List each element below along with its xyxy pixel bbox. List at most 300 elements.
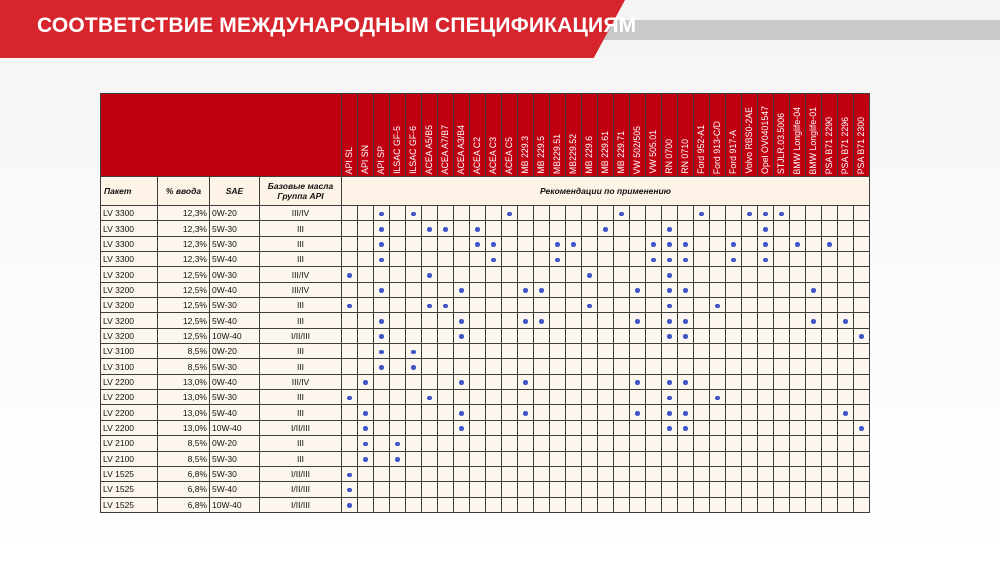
spec-mark-cell (838, 313, 854, 328)
cell-percent: 12,5% (158, 298, 210, 313)
compliance-dot (667, 258, 672, 263)
spec-mark-cell (518, 236, 534, 251)
spec-mark-cell (614, 390, 630, 405)
spec-mark-cell (806, 436, 822, 451)
spec-mark-cell (470, 344, 486, 359)
spec-mark-cell (790, 267, 806, 282)
spec-mark-cell (742, 405, 758, 420)
spec-mark-cell (438, 359, 454, 374)
spec-mark-cell (582, 328, 598, 343)
cell-packet: LV 2100 (101, 436, 158, 451)
spec-mark-cell (470, 420, 486, 435)
spec-mark-cell (726, 420, 742, 435)
spec-header-cell (390, 94, 406, 177)
spec-mark-cell (502, 482, 518, 497)
spec-mark-cell (358, 436, 374, 451)
spec-mark-cell (374, 374, 390, 389)
spec-mark-cell (454, 420, 470, 435)
spec-mark-cell (566, 267, 582, 282)
spec-mark-cell (742, 374, 758, 389)
spec-mark-cell (614, 451, 630, 466)
spec-mark-cell (630, 282, 646, 297)
spec-mark-cell (438, 482, 454, 497)
compliance-dot (843, 319, 848, 324)
spec-mark-cell (374, 420, 390, 435)
compliance-dot (459, 334, 464, 339)
spec-mark-cell (486, 405, 502, 420)
spec-mark-cell (518, 436, 534, 451)
spec-mark-cell (774, 420, 790, 435)
compliance-dot (731, 258, 736, 263)
cell-base-oils: I/II/III (260, 420, 342, 435)
spec-mark-cell (534, 436, 550, 451)
spec-mark-cell (790, 221, 806, 236)
spec-mark-cell (806, 206, 822, 221)
spec-mark-cell (710, 267, 726, 282)
compliance-dot (379, 319, 384, 324)
spec-mark-cell (358, 344, 374, 359)
spec-mark-cell (662, 497, 678, 512)
header-packet: Пакет (101, 177, 158, 206)
spec-mark-cell (742, 482, 758, 497)
spec-mark-cell (662, 451, 678, 466)
spec-mark-cell (390, 313, 406, 328)
spec-name: PSA B71 2290 (824, 116, 834, 174)
compliance-dot (459, 380, 464, 385)
spec-mark-cell (550, 282, 566, 297)
spec-mark-cell (822, 436, 838, 451)
spec-mark-cell (758, 252, 774, 267)
spec-mark-cell (390, 298, 406, 313)
spec-mark-cell (790, 451, 806, 466)
spec-mark-cell (582, 252, 598, 267)
spec-mark-cell (710, 206, 726, 221)
compliance-dot (667, 380, 672, 385)
spec-name: ACEA A3/B4 (456, 124, 466, 174)
spec-header-cell (806, 94, 822, 177)
cell-packet: LV 1525 (101, 466, 158, 481)
spec-mark-cell (534, 221, 550, 236)
spec-mark-cell (566, 313, 582, 328)
compliance-dot (667, 242, 672, 247)
spec-mark-cell (678, 206, 694, 221)
spec-mark-cell (774, 344, 790, 359)
spec-mark-cell (422, 344, 438, 359)
compliance-dot (811, 288, 816, 293)
spec-mark-cell (598, 466, 614, 481)
cell-packet: LV 3200 (101, 328, 158, 343)
spec-mark-cell (838, 282, 854, 297)
spec-mark-cell (422, 206, 438, 221)
spec-mark-cell (678, 482, 694, 497)
spec-mark-cell (662, 236, 678, 251)
table-row (101, 236, 870, 251)
spec-mark-cell (390, 374, 406, 389)
table-row (101, 267, 870, 282)
compliance-dot (411, 365, 416, 370)
page-title: СООТВЕТСТВИЕ МЕЖДУНАРОДНЫМ СПЕЦИФИКАЦИЯМ (37, 14, 637, 37)
compliance-dot (347, 273, 352, 278)
spec-mark-cell (486, 267, 502, 282)
spec-mark-cell (822, 497, 838, 512)
compliance-dot (683, 288, 688, 293)
compliance-dot (363, 411, 368, 416)
spec-mark-cell (790, 482, 806, 497)
spec-mark-cell (406, 282, 422, 297)
spec-mark-cell (390, 451, 406, 466)
spec-mark-cell (774, 405, 790, 420)
spec-mark-cell (630, 436, 646, 451)
spec-mark-cell (454, 374, 470, 389)
spec-mark-cell (790, 298, 806, 313)
cell-percent: 12,5% (158, 313, 210, 328)
spec-header-cell (566, 94, 582, 177)
compliance-dot (523, 411, 528, 416)
compliance-dot (795, 242, 800, 247)
spec-mark-cell (758, 328, 774, 343)
spec-header-cell (486, 94, 502, 177)
compliance-dot (683, 334, 688, 339)
spec-mark-cell (694, 313, 710, 328)
spec-mark-cell (566, 497, 582, 512)
spec-mark-cell (854, 298, 870, 313)
spec-mark-cell (614, 420, 630, 435)
spec-mark-cell (758, 282, 774, 297)
cell-percent: 12,5% (158, 328, 210, 343)
spec-mark-cell (582, 420, 598, 435)
compliance-dot (363, 457, 368, 462)
spec-mark-cell (838, 390, 854, 405)
cell-percent: 12,5% (158, 267, 210, 282)
spec-mark-cell (454, 497, 470, 512)
spec-mark-cell (486, 466, 502, 481)
spec-mark-cell (470, 466, 486, 481)
spec-mark-cell (662, 390, 678, 405)
spec-mark-cell (454, 390, 470, 405)
spec-mark-cell (550, 252, 566, 267)
spec-mark-cell (662, 405, 678, 420)
spec-header-cell (550, 94, 566, 177)
spec-mark-cell (854, 206, 870, 221)
spec-mark-cell (678, 497, 694, 512)
spec-mark-cell (790, 313, 806, 328)
spec-mark-cell (470, 298, 486, 313)
spec-mark-cell (758, 420, 774, 435)
spec-mark-cell (534, 405, 550, 420)
spec-mark-cell (518, 298, 534, 313)
spec-mark-cell (742, 390, 758, 405)
compliance-dot (379, 258, 384, 263)
spec-mark-cell (838, 267, 854, 282)
spec-mark-cell (566, 466, 582, 481)
spec-mark-cell (406, 344, 422, 359)
spec-header-cell (534, 94, 550, 177)
spec-mark-cell (518, 451, 534, 466)
spec-mark-cell (854, 221, 870, 236)
spec-name: MB 229.3 (520, 136, 530, 174)
spec-mark-cell (758, 497, 774, 512)
spec-mark-cell (790, 206, 806, 221)
spec-mark-cell (454, 206, 470, 221)
cell-base-oils: I/II/III (260, 328, 342, 343)
spec-mark-cell (390, 497, 406, 512)
spec-header-cell (374, 94, 390, 177)
spec-mark-cell (694, 267, 710, 282)
spec-mark-cell (630, 236, 646, 251)
cell-packet: LV 2200 (101, 390, 158, 405)
spec-mark-cell (614, 359, 630, 374)
spec-mark-cell (502, 420, 518, 435)
spec-mark-cell (406, 298, 422, 313)
spec-mark-cell (598, 313, 614, 328)
compliance-dot (443, 304, 448, 309)
spec-mark-cell (438, 374, 454, 389)
spec-mark-cell (646, 252, 662, 267)
cell-percent: 6,8% (158, 466, 210, 481)
spec-mark-cell (374, 267, 390, 282)
spec-mark-cell (598, 420, 614, 435)
spec-mark-cell (710, 236, 726, 251)
spec-mark-cell (550, 267, 566, 282)
spec-mark-cell (774, 221, 790, 236)
spec-mark-cell (822, 451, 838, 466)
spec-mark-cell (854, 436, 870, 451)
cell-base-oils: III (260, 221, 342, 236)
spec-mark-cell (486, 390, 502, 405)
spec-mark-cell (550, 298, 566, 313)
spec-mark-cell (342, 359, 358, 374)
spec-mark-cell (790, 344, 806, 359)
spec-mark-cell (678, 436, 694, 451)
spec-mark-cell (774, 298, 790, 313)
compliance-dot (379, 350, 384, 355)
spec-mark-cell (390, 420, 406, 435)
spec-mark-cell (742, 420, 758, 435)
spec-name: BMW Longlife-01 (808, 106, 818, 174)
spec-mark-cell (854, 466, 870, 481)
spec-header-cell (406, 94, 422, 177)
spec-mark-cell (790, 252, 806, 267)
compliance-dot (379, 365, 384, 370)
spec-mark-cell (502, 466, 518, 481)
spec-mark-cell (342, 436, 358, 451)
cell-packet: LV 2200 (101, 420, 158, 435)
spec-mark-cell (726, 359, 742, 374)
table-row (101, 206, 870, 221)
spec-mark-cell (374, 206, 390, 221)
spec-mark-cell (358, 466, 374, 481)
spec-header-cell (790, 94, 806, 177)
spec-mark-cell (774, 282, 790, 297)
table-row (101, 482, 870, 497)
compliance-dot (667, 288, 672, 293)
spec-mark-cell (550, 420, 566, 435)
spec-mark-cell (374, 405, 390, 420)
cell-percent: 12,3% (158, 206, 210, 221)
spec-mark-cell (774, 482, 790, 497)
spec-mark-cell (758, 359, 774, 374)
spec-mark-cell (598, 390, 614, 405)
spec-mark-cell (630, 267, 646, 282)
spec-mark-cell (758, 451, 774, 466)
spec-mark-cell (598, 206, 614, 221)
spec-mark-cell (614, 497, 630, 512)
spec-mark-cell (566, 482, 582, 497)
spec-mark-cell (662, 482, 678, 497)
spec-mark-cell (694, 390, 710, 405)
compliance-dot (683, 242, 688, 247)
spec-mark-cell (646, 328, 662, 343)
spec-mark-cell (646, 267, 662, 282)
spec-mark-cell (566, 236, 582, 251)
spec-mark-cell (790, 359, 806, 374)
cell-base-oils: III (260, 390, 342, 405)
spec-mark-cell (630, 482, 646, 497)
spec-mark-cell (694, 436, 710, 451)
spec-mark-cell (774, 252, 790, 267)
spec-mark-cell (358, 282, 374, 297)
spec-mark-cell (614, 405, 630, 420)
spec-header-cell (438, 94, 454, 177)
spec-mark-cell (646, 221, 662, 236)
spec-mark-cell (614, 206, 630, 221)
spec-mark-cell (726, 390, 742, 405)
spec-header-cell (582, 94, 598, 177)
spec-mark-cell (822, 359, 838, 374)
spec-mark-cell (598, 405, 614, 420)
compliance-dot (347, 473, 352, 478)
compliance-dot (379, 227, 384, 232)
compliance-dot (491, 242, 496, 247)
cell-packet: LV 3100 (101, 344, 158, 359)
spec-mark-cell (806, 390, 822, 405)
spec-mark-cell (614, 298, 630, 313)
compliance-dot (603, 227, 608, 232)
spec-mark-cell (390, 405, 406, 420)
spec-mark-cell (390, 206, 406, 221)
spec-mark-cell (790, 390, 806, 405)
spec-mark-cell (422, 482, 438, 497)
spec-mark-cell (758, 405, 774, 420)
spec-mark-cell (566, 374, 582, 389)
spec-mark-cell (806, 298, 822, 313)
table-row (101, 451, 870, 466)
spec-mark-cell (390, 221, 406, 236)
compliance-dot (363, 442, 368, 447)
spec-header-cell (726, 94, 742, 177)
spec-mark-cell (678, 267, 694, 282)
spec-mark-cell (342, 344, 358, 359)
spec-mark-cell (454, 252, 470, 267)
spec-mark-cell (566, 390, 582, 405)
spec-mark-cell (710, 436, 726, 451)
spec-mark-cell (342, 405, 358, 420)
spec-mark-cell (854, 374, 870, 389)
spec-mark-cell (374, 252, 390, 267)
spec-mark-cell (406, 451, 422, 466)
spec-mark-cell (550, 405, 566, 420)
spec-mark-cell (422, 466, 438, 481)
spec-mark-cell (470, 236, 486, 251)
spec-mark-cell (486, 497, 502, 512)
spec-mark-cell (774, 390, 790, 405)
spec-name: MB 229.5 (536, 136, 546, 174)
spec-mark-cell (342, 313, 358, 328)
compliance-dot (459, 288, 464, 293)
spec-mark-cell (342, 451, 358, 466)
spec-mark-cell (710, 451, 726, 466)
spec-mark-cell (678, 328, 694, 343)
spec-mark-cell (550, 344, 566, 359)
spec-mark-cell (390, 436, 406, 451)
spec-mark-cell (726, 466, 742, 481)
spec-mark-cell (486, 374, 502, 389)
spec-mark-cell (790, 420, 806, 435)
spec-header-cell (854, 94, 870, 177)
table-row (101, 328, 870, 343)
spec-mark-cell (854, 267, 870, 282)
spec-mark-cell (822, 313, 838, 328)
spec-mark-cell (806, 236, 822, 251)
compliance-dot (667, 411, 672, 416)
cell-sae: 5W-30 (210, 390, 260, 405)
spec-mark-cell (470, 252, 486, 267)
spec-header-cell (518, 94, 534, 177)
cell-sae: 5W-40 (210, 252, 260, 267)
spec-mark-cell (502, 436, 518, 451)
spec-mark-cell (518, 420, 534, 435)
cell-packet: LV 3300 (101, 206, 158, 221)
compliance-dot (667, 273, 672, 278)
spec-mark-cell (758, 267, 774, 282)
spec-mark-cell (678, 298, 694, 313)
spec-mark-cell (838, 328, 854, 343)
spec-mark-cell (374, 344, 390, 359)
spec-mark-cell (790, 405, 806, 420)
spec-mark-cell (662, 359, 678, 374)
spec-mark-cell (646, 344, 662, 359)
compliance-dot (427, 304, 432, 309)
spec-mark-cell (854, 390, 870, 405)
spec-name: Opel OV0401547 (760, 106, 770, 174)
spec-mark-cell (854, 405, 870, 420)
spec-mark-cell (438, 344, 454, 359)
spec-mark-cell (470, 267, 486, 282)
spec-mark-cell (694, 221, 710, 236)
spec-mark-cell (646, 390, 662, 405)
spec-mark-cell (678, 344, 694, 359)
compliance-dot (859, 426, 864, 431)
cell-percent: 13,0% (158, 405, 210, 420)
spec-mark-cell (566, 282, 582, 297)
spec-mark-cell (518, 482, 534, 497)
spec-mark-cell (742, 206, 758, 221)
spec-mark-cell (854, 451, 870, 466)
spec-mark-cell (662, 420, 678, 435)
spec-mark-cell (406, 466, 422, 481)
spec-mark-cell (838, 374, 854, 389)
spec-mark-cell (438, 282, 454, 297)
spec-mark-cell (774, 451, 790, 466)
spec-mark-cell (742, 221, 758, 236)
spec-mark-cell (758, 374, 774, 389)
spec-mark-cell (758, 436, 774, 451)
spec-mark-cell (550, 359, 566, 374)
spec-mark-cell (758, 390, 774, 405)
spec-mark-cell (406, 405, 422, 420)
spec-mark-cell (694, 206, 710, 221)
spec-mark-cell (598, 344, 614, 359)
